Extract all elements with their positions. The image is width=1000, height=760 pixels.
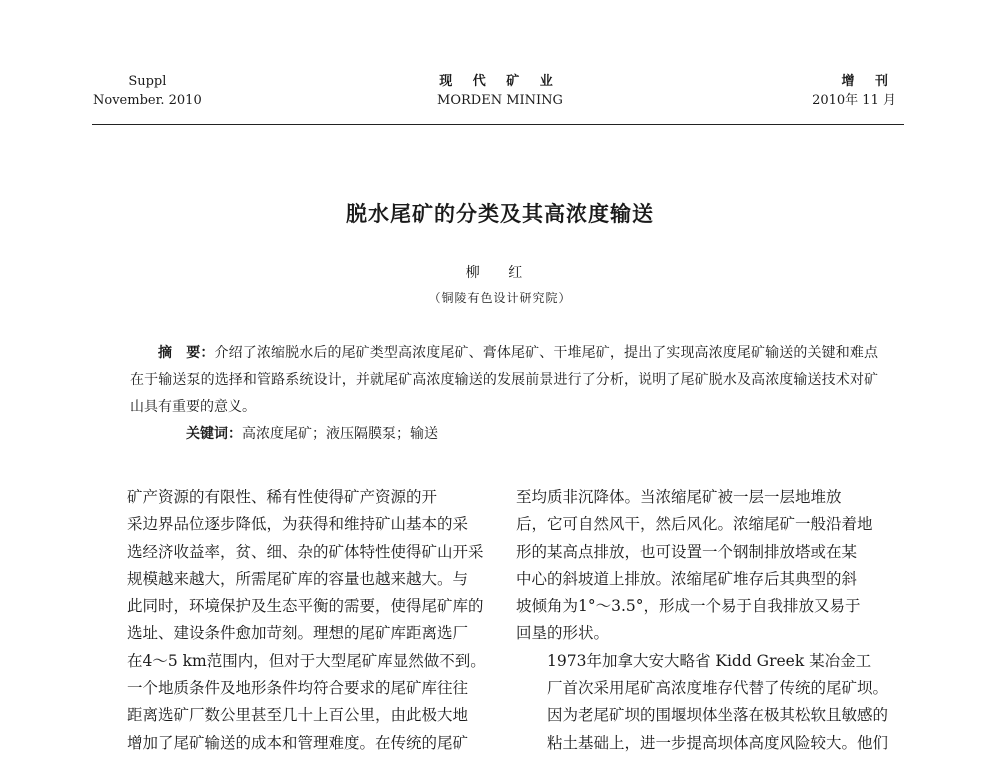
abstract bbox=[130, 340, 878, 421]
text-line: 矿产资源的有限性、稀有性使得矿产资源的开 bbox=[127, 488, 438, 506]
text-line: 至均质非沉降体。当浓缩尾矿被一层一层地堆放 bbox=[516, 488, 842, 506]
body-column-right bbox=[516, 484, 906, 757]
text-line: 距离选矿厂数公里甚至几十上百公里，由此极大地 bbox=[127, 706, 469, 725]
abstract-text: 介绍了浓缩脱水后的尾矿类型高浓度尾矿、膏体尾矿、干堆尾矿，提出了实现高浓度尾矿输送的关键和难点在于输送泵的选择和管路系统设计，并就尾矿高浓度输送的发展前景进行了分析，说明了尾矿脱水及高浓度输送技术对矿山具有重要的意义。 bbox=[130, 345, 879, 415]
text-line: 增加了尾矿输送的成本和管理难度。在传统的尾矿 bbox=[127, 733, 469, 752]
journal-name-en: MORDEN MINING bbox=[437, 93, 563, 108]
issue-label-cn: 增 刊 bbox=[841, 74, 896, 89]
text-line: 厂首次采用尾矿高浓度堆存代替了传统的尾矿坝。 bbox=[547, 679, 889, 698]
paragraph bbox=[516, 484, 906, 648]
text-line: 回垦的形状。 bbox=[516, 624, 610, 643]
text-line: 因为老尾矿坝的围堰坝体坐落在极其松软且敏感的 bbox=[547, 706, 889, 725]
text-line: 规模越来越大，所需尾矿库的容量也越来越大。与 bbox=[127, 569, 469, 588]
text-line: 此同时，环境保护及生态平衡的需要，使得尾矿库的 bbox=[127, 597, 484, 616]
text-line: 在4～5 km范围内，但对于大型尾矿库显然做不到。 bbox=[127, 651, 486, 670]
keywords bbox=[130, 421, 878, 448]
abstract-label: 摘 要： bbox=[158, 345, 215, 361]
text-line: 采边界品位逐步降低，为获得和维持矿山基本的采 bbox=[127, 515, 469, 534]
text-line: 形的某高点排放，也可设置一个钢制排放塔或在某 bbox=[516, 542, 858, 561]
text-line: 1973年加拿大安大略省 Kidd Greek 某冶金工 bbox=[547, 651, 872, 670]
text-line: 粘土基础上，进一步提高坝体高度风险较大。他们 bbox=[547, 733, 889, 752]
text-line: 选经济收益率，贫、细、杂的矿体特性使得矿山开采 bbox=[127, 542, 484, 561]
journal-date-header bbox=[812, 72, 896, 110]
keywords-text: 高浓度尾矿；液压隔膜泵；输送 bbox=[242, 426, 438, 442]
issue-date-cn: 2010年 11 月 bbox=[812, 93, 896, 108]
paragraph bbox=[516, 648, 906, 757]
text-line: 坡倾角为1°～3.5°，形成一个易于自我排放又易于 bbox=[516, 597, 861, 616]
issue-date: November. 2010 bbox=[93, 93, 202, 108]
journal-name-cn: 现 代 矿 业 bbox=[439, 74, 561, 89]
paragraph bbox=[96, 484, 486, 757]
text-line: 中心的斜坡道上排放。浓缩尾矿堆存后其典型的斜 bbox=[516, 569, 858, 588]
body-column-left bbox=[96, 484, 486, 757]
affiliation: （铜陵有色设计研究院） bbox=[428, 291, 572, 305]
author: 柳 红 bbox=[465, 265, 535, 281]
text-line: 后，它可自然风干，然后风化。浓缩尾矿一般沿着地 bbox=[516, 515, 873, 534]
text-line: 选址、建设条件愈加苛刻。理想的尾矿库距离选厂 bbox=[127, 624, 469, 643]
issue-label: Suppl bbox=[128, 74, 167, 89]
article-title: 脱水尾矿的分类及其高浓度输送 bbox=[346, 201, 654, 226]
header-divider bbox=[92, 124, 904, 125]
text-line: 一个地质条件及地形条件均符合要求的尾矿库往往 bbox=[127, 679, 469, 698]
keywords-label: 关键词： bbox=[186, 426, 242, 442]
abstract-block bbox=[130, 340, 878, 448]
